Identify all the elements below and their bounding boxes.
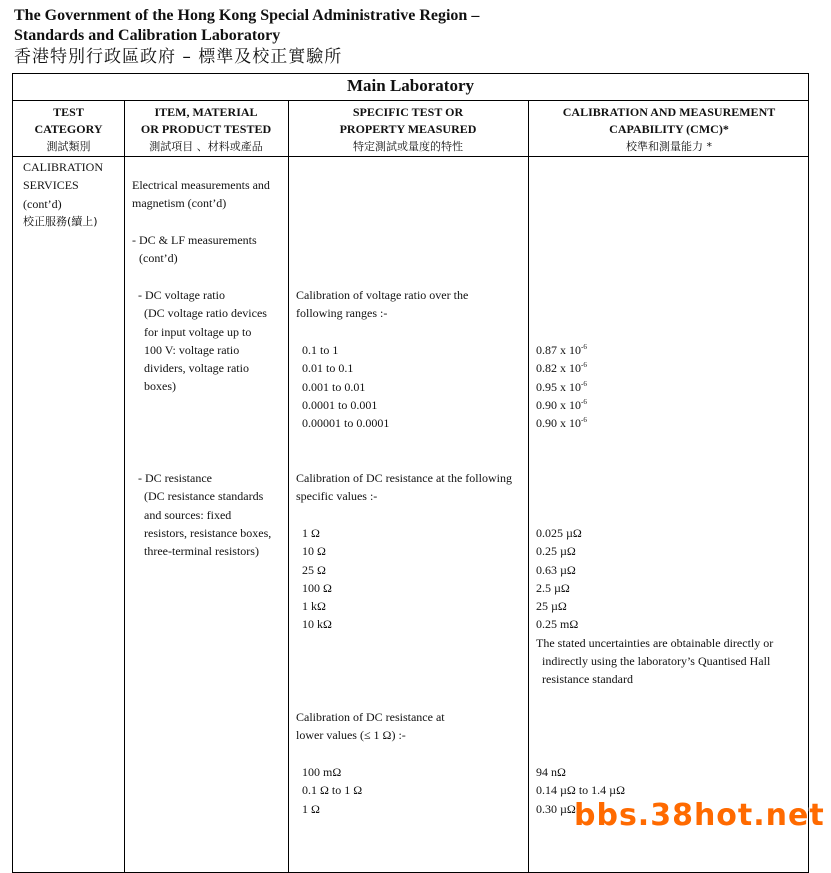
cmc-value: 0.82 x $10^{-6}$	[536, 361, 587, 376]
header-divider	[13, 156, 808, 157]
col1-line1: TEST	[53, 105, 84, 119]
col4-chinese: 校準和測量能力 *	[626, 140, 712, 153]
test-line: Calibration of voltage ratio over the	[296, 288, 469, 302]
cmc-value: 0.63 µΩ	[536, 562, 576, 577]
test-category	[23, 158, 103, 231]
cmc-value: 0.95 x $10^{-6}$	[536, 379, 587, 394]
col1-chinese: 測試類別	[46, 140, 91, 153]
laboratory-table	[12, 73, 809, 873]
range-value: 0.01 to 0.1	[302, 361, 354, 376]
cmc-value: 0.14 µΩ to 1.4 µΩ	[536, 783, 625, 798]
item-dc-lf	[132, 231, 257, 268]
test-low-resistance-intro	[296, 708, 445, 745]
category-chinese: 校正服務(續上)	[23, 214, 98, 228]
test-resistance-values	[302, 524, 332, 634]
resistance-value: 1 Ω	[302, 801, 320, 816]
cmc-value: 0.25 mΩ	[536, 617, 579, 632]
col-divider-1	[124, 101, 125, 872]
cmc-value: 94 nΩ	[536, 765, 566, 779]
col-divider-2	[288, 101, 289, 872]
header-line-1: The Government of the Hong Kong Special Administrative Region –	[14, 7, 480, 24]
col1-line2: CATEGORY	[34, 122, 103, 136]
cmc-ratio-values	[536, 341, 587, 432]
resistance-value: 1 Ω	[302, 526, 320, 540]
item-line: boxes)	[144, 379, 176, 394]
resistance-value: 100 Ω	[302, 580, 332, 595]
item-line: - DC & LF measurements	[132, 233, 257, 247]
test-ratio-ranges	[302, 341, 389, 432]
category-line: (cont’d)	[23, 196, 62, 211]
item-line: Electrical measurements and	[132, 178, 270, 192]
cmc-resistance-values	[536, 524, 773, 689]
col3-line1: SPECIFIC TEST OR	[352, 105, 464, 119]
range-value: 0.1 to 1	[302, 343, 339, 357]
resistance-value: 10 kΩ	[302, 617, 332, 632]
cmc-value: 0.25 µΩ	[536, 544, 576, 559]
col-divider-3	[528, 101, 529, 872]
col2-line1: ITEM, MATERIAL	[154, 105, 258, 119]
item-dc-voltage-ratio	[138, 286, 267, 396]
test-line: following ranges :-	[296, 306, 388, 321]
item-line: 100 V: voltage ratio	[144, 342, 240, 357]
cmc-value: 0.87 x $10^{-6}$	[536, 343, 587, 357]
cmc-value: 0.90 x $10^{-6}$	[536, 416, 587, 431]
cmc-value: 0.025 µΩ	[536, 526, 582, 540]
cmc-note-line: resistance standard	[542, 672, 633, 687]
item-line: magnetism (cont’d)	[132, 196, 227, 211]
item-line: (DC voltage ratio devices	[144, 306, 267, 321]
item-line: and sources: fixed	[144, 507, 232, 522]
header-line-chinese: 香港特別行政區政府 – 標準及校正實驗所	[14, 47, 343, 67]
test-line: Calibration of DC resistance at	[296, 710, 445, 724]
cmc-value: 0.30 µΩ	[536, 801, 576, 816]
item-heading: - DC voltage ratio	[138, 288, 225, 302]
range-value: 0.00001 to 0.0001	[302, 416, 390, 431]
item-dc-resistance	[138, 469, 271, 560]
document-header	[14, 6, 479, 68]
column-header-category	[13, 104, 124, 155]
resistance-value: 0.1 Ω to 1 Ω	[302, 783, 363, 798]
test-ratio-intro	[296, 286, 468, 323]
cmc-note-line: The stated uncertainties are obtainable directly or	[536, 635, 774, 650]
item-line: resistors, resistance boxes,	[144, 525, 272, 540]
resistance-value: 1 kΩ	[302, 599, 326, 614]
watermark: bbs.38hot.net	[574, 798, 825, 833]
item-line: (DC resistance standards	[144, 489, 264, 504]
category-line: SERVICES	[23, 178, 79, 193]
header-line-2: Standards and Calibration Laboratory	[14, 27, 281, 44]
resistance-value: 10 Ω	[302, 544, 326, 559]
col3-line2: PROPERTY MEASURED	[339, 122, 477, 136]
cmc-value: 2.5 µΩ	[536, 580, 570, 595]
item-line: (cont’d)	[139, 251, 178, 266]
test-line: lower values (≤ 1 Ω) :-	[296, 728, 406, 743]
item-line: three-terminal resistors)	[144, 544, 259, 559]
cmc-value: 25 µΩ	[536, 599, 567, 614]
test-line: Calibration of DC resistance at the following	[296, 471, 512, 485]
column-header-item	[124, 104, 288, 155]
test-resistance-intro	[296, 469, 512, 506]
category-line: CALIBRATION	[23, 160, 103, 174]
col2-chinese: 測試項目 、材料或產品	[149, 140, 263, 153]
resistance-value: 25 Ω	[302, 562, 326, 577]
test-line: specific values :-	[296, 489, 378, 504]
item-electrical	[132, 176, 270, 213]
test-low-resistance-values	[302, 763, 362, 818]
col4-line1: CALIBRATION AND MEASUREMENT	[562, 105, 776, 119]
title-divider	[13, 100, 808, 101]
item-line: dividers, voltage ratio	[144, 361, 249, 376]
column-header-test	[288, 104, 528, 155]
col4-line2: CAPABILITY (CMC)*	[609, 122, 729, 136]
range-value: 0.001 to 0.01	[302, 379, 366, 394]
cmc-note-line: indirectly using the laboratory’s Quantised Hall	[542, 654, 771, 669]
column-header-cmc	[528, 104, 810, 155]
resistance-value: 100 mΩ	[302, 765, 342, 779]
col2-line2: OR PRODUCT TESTED	[140, 122, 272, 136]
cmc-value: 0.90 x $10^{-6}$	[536, 397, 587, 412]
item-heading: - DC resistance	[138, 471, 212, 485]
range-value: 0.0001 to 0.001	[302, 397, 378, 412]
item-line: for input voltage up to	[144, 324, 252, 339]
table-title: Main Laboratory	[346, 76, 475, 95]
col3-chinese: 特定測試或量度的特性	[353, 140, 463, 153]
